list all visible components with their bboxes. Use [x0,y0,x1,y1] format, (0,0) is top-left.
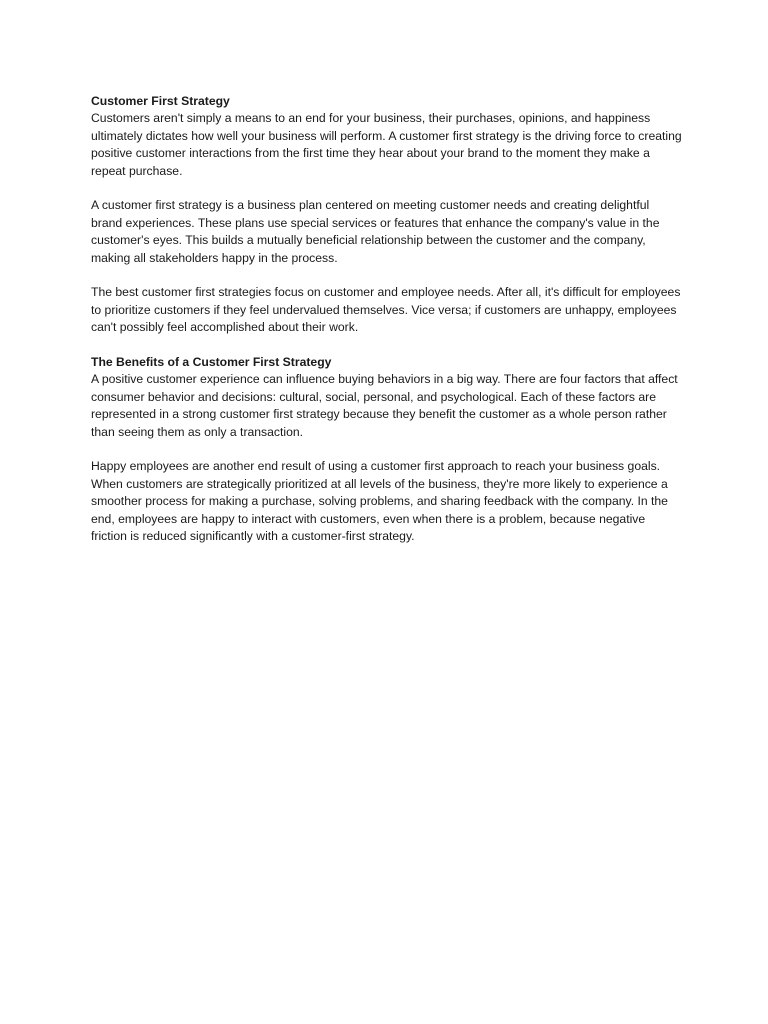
paragraph-definition: A customer first strategy is a business plan centered on meeting customer needs and creating delightful brand experiences. These plans use special services or features that enhance the company's value in the customer's eyes. This builds a mutually beneficial relationship between the customer and the company, making all stakeholders happy in the process. [91,198,660,265]
paragraph-spacer [91,180,683,197]
paragraph-buying-behaviors: A positive customer experience can influence buying behaviors in a big way. There are four factors that affect consumer behavior and decisions: cultural, social, personal, and psychological. Each of these factors are represented in a strong customer first strategy because they benefit the customer as a whole person rather than seeing them as only a transaction. [91,372,678,439]
paragraph-spacer [91,267,683,284]
section-heading-benefits: The Benefits of a Customer First Strategy [91,355,332,370]
paragraph-spacer [91,337,683,354]
paragraph-spacer [91,441,683,458]
paragraph-intro: Customers aren't simply a means to an end for your business, their purchases, opinions, and happiness ultimately dictates how well your business will perform. A customer first strategy is the driving force to creating positive customer interactions from the first time they hear about your brand to the moment they make a repeat purchase. [91,111,682,178]
paragraph-employee-needs: The best customer first strategies focus on customer and employee needs. After all, it's difficult for employees to prioritize customers if they feel undervalued themselves. Vice versa; if customers are unhappy, employees can't possibly feel accomplished about their work. [91,285,681,335]
section-heading-customer-first-strategy: Customer First Strategy [91,94,230,108]
paragraph-happy-employees: Happy employees are another end result of using a customer first approach to reach your business goals. When customers are strategically prioritized at all levels of the business, they're more likely to experience a smoother process for making a purchase, solving problems, and sharing feedback with the company. In the end, employees are happy to interact with customers, even when there is a problem, because negative friction is reduced significantly with a customer-first strategy. [91,459,668,544]
document-body [91,93,683,546]
